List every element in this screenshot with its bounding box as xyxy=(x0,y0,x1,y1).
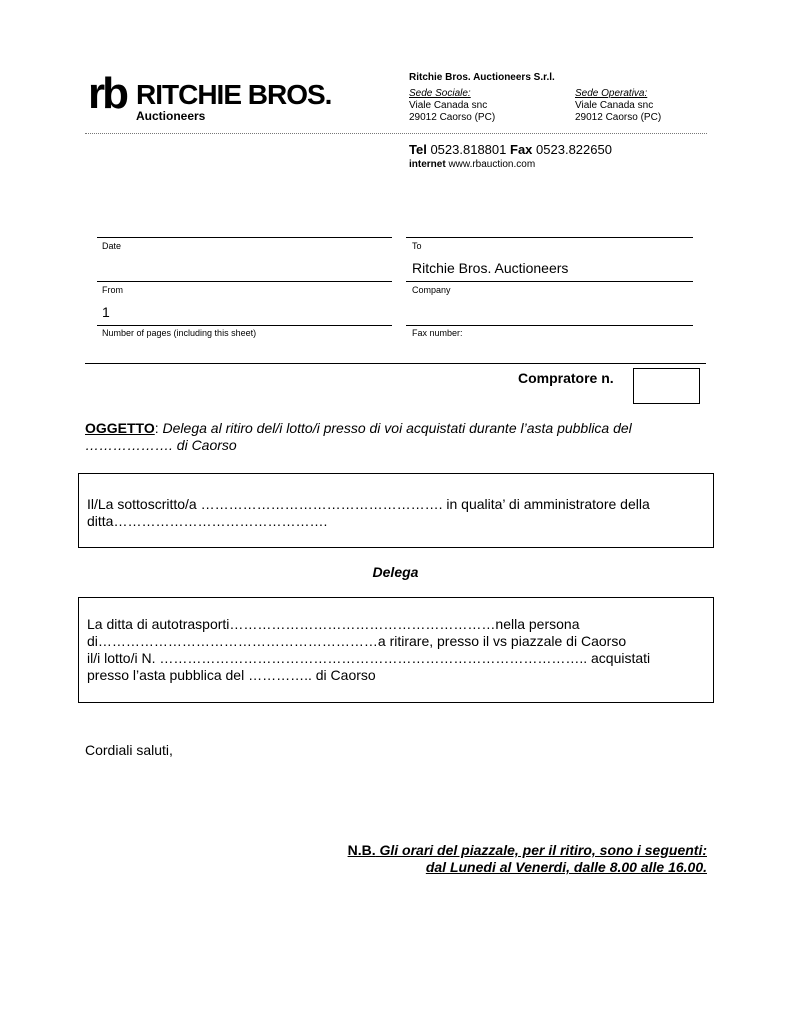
fax-number: 0523.822650 xyxy=(536,142,612,157)
internet-label: internet xyxy=(409,159,446,170)
company-label: Company xyxy=(412,285,451,295)
sottoscritto-box xyxy=(78,473,714,548)
logo-mark: rb xyxy=(88,69,126,118)
oggetto: OGGETTO: Delega al ritiro del/i lotto/i presso di voi acquistati durante l’asta pubblica del ………………. di Caorso xyxy=(85,420,632,453)
fax-number-label: Fax number: xyxy=(412,328,463,338)
delega-line4: presso l’asta pubblica del ………….. di Caorso xyxy=(87,667,376,683)
nb-note xyxy=(300,842,707,876)
oggetto-line1: Delega al ritiro del/i lotto/i presso di voi acquistati durante l’asta pubblica del xyxy=(162,420,632,436)
fields-divider xyxy=(85,363,706,364)
nb-label: N.B. xyxy=(347,842,376,858)
sede-sociale-line2: 29012 Caorso (PC) xyxy=(409,112,496,123)
contact-phone-fax xyxy=(409,142,612,157)
sede-operativa-label: Sede Operativa: xyxy=(575,88,648,99)
nb-line1: Gli orari del piazzale, per il ritiro, sono i seguenti: xyxy=(379,842,707,858)
delega-box xyxy=(78,597,714,703)
sottoscritto-line2: ditta………………………………………. xyxy=(87,513,328,529)
internet-url: www.rbauction.com xyxy=(448,159,536,170)
sede-sociale xyxy=(409,88,495,124)
sede-sociale-line1: Viale Canada snc xyxy=(409,100,488,111)
to-value: Ritchie Bros. Auctioneers xyxy=(412,260,569,276)
company-line xyxy=(406,281,693,282)
logo-subtitle: Auctioneers xyxy=(136,109,206,123)
to-line xyxy=(406,237,693,238)
oggetto-line2: ………………. di Caorso xyxy=(85,437,237,453)
date-line xyxy=(97,237,392,238)
compratore-label: Compratore n. xyxy=(518,370,614,386)
delega-line3: il/i lotto/i N. ……………………………………………………………………………….. acquistati xyxy=(87,650,651,666)
sottoscritto-line1: Il/La sottoscritto/a ……………………………………………. in qualita’ di amministratore della xyxy=(87,496,650,512)
sede-operativa-line1: Viale Canada snc xyxy=(575,100,654,111)
fax-line xyxy=(406,325,693,326)
closing-salutation: Cordiali saluti, xyxy=(85,742,173,758)
to-label: To xyxy=(412,241,422,251)
pages-line xyxy=(97,325,392,326)
sede-operativa-line2: 29012 Caorso (PC) xyxy=(575,112,662,123)
compratore-box xyxy=(633,368,700,404)
logo-name: RITCHIE BROS. xyxy=(136,79,332,110)
sede-sociale-label: Sede Sociale: xyxy=(409,88,471,99)
header-divider xyxy=(85,133,707,134)
date-label: Date xyxy=(102,241,122,251)
oggetto-label: OGGETTO xyxy=(85,420,155,436)
company-name: Ritchie Bros. Auctioneers S.r.l. xyxy=(409,72,555,83)
delega-line1: La ditta di autotrasporti…………………………………………………nella persona xyxy=(87,616,580,632)
contact-internet xyxy=(409,159,535,170)
from-label: From xyxy=(102,285,123,295)
fax-label: Fax xyxy=(510,142,533,157)
pages-value: 1 xyxy=(102,304,110,320)
delega-heading: Delega xyxy=(372,564,419,580)
from-line xyxy=(97,281,392,282)
nb-line2: dal Lunedi al Venerdi, dalle 8.00 alle 16.00. xyxy=(425,859,707,875)
delega-line2: di……………………………………………………a ritirare, presso il vs piazzale di Caorso xyxy=(87,633,627,649)
pages-label: Number of pages (including this sheet) xyxy=(102,328,257,338)
sede-operativa xyxy=(575,88,661,124)
tel-number: 0523.818801 xyxy=(430,142,507,157)
tel-label: Tel xyxy=(409,142,427,157)
